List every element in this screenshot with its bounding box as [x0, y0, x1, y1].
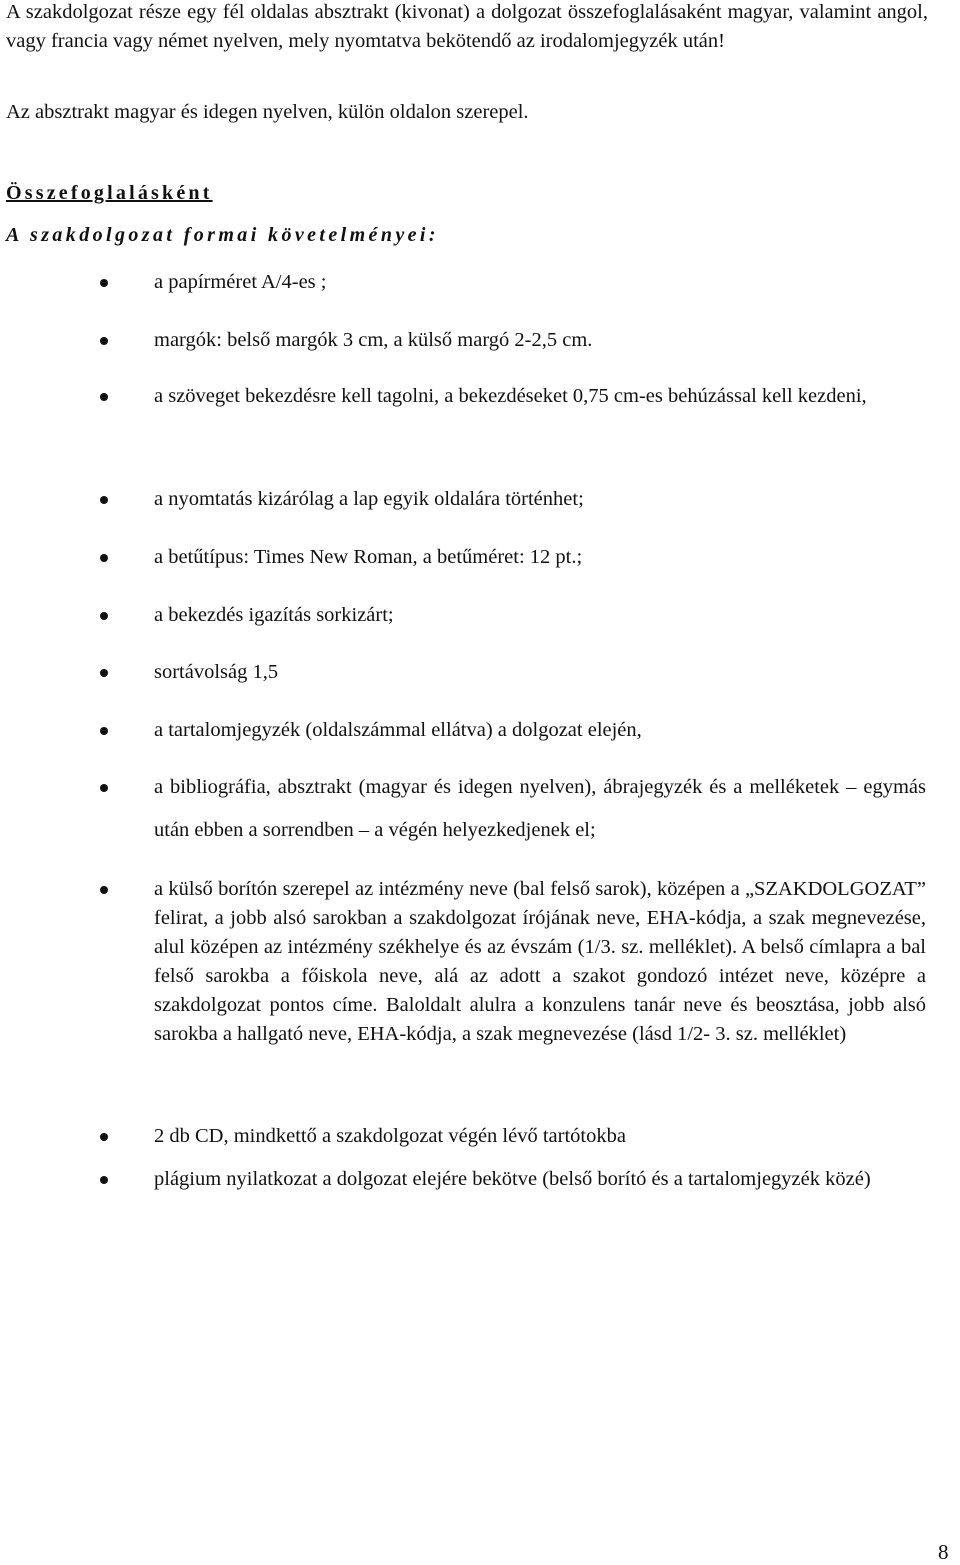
list-item-text: sortávolság 1,5 [154, 661, 279, 683]
bullet-icon [100, 784, 108, 792]
bullet-icon [100, 1133, 108, 1141]
list-item-text: a külső borítón szerepel az intézmény neve (bal felső sarok), középen a „SZAKDOLGOZAT” felirat, a jobb alsó sarokban a szakdolgozat írójának neve, EHA-kódja, a szak megnevezése, alul középen az intézmény székhelye és az évszám (1/3. sz. melléklet). A belső címlapra a bal felső sarokba a főiskola neve, alá az adott a szakot gondozó intézet neve, középre a szakdolgozat pontos címe. Baloldalt alulra a konzulens tanár neve és beosztása, jobb alsó sarokba a hallgató neve, EHA-kódja, a szak megnevezése (lásd 1/2- 3. sz. melléklet) [154, 878, 926, 1045]
page-number: 8 [938, 1540, 949, 1564]
list-item-text: a bekezdés igazítás sorkizárt; [154, 604, 394, 626]
bullet-icon [100, 886, 108, 894]
requirements-subheading: A szakdolgozat formai követelményei: [6, 224, 439, 246]
list-item-text: a bibliográfia, absztrakt (magyar és idegen nyelven), ábrajegyzék és a melléketek – egymás után ebben a sorrendben – a végén helyezkedjenek el; [154, 776, 926, 841]
bullet-icon [100, 393, 108, 401]
list-item-text: a nyomtatás kizárólag a lap egyik oldalára történhet; [154, 488, 584, 510]
intro-paragraph-2: Az absztrakt magyar és idegen nyelven, külön oldalon szerepel. [6, 101, 529, 123]
list-item-text: a papírméret A/4-es ; [154, 271, 327, 293]
list-item-text: a betűtípus: Times New Roman, a betűméret: 12 pt.; [154, 546, 583, 568]
bullet-icon [100, 612, 108, 620]
list-item-text: 2 db CD, mindkettő a szakdolgozat végén lévő tartótokba [154, 1125, 626, 1147]
bullet-icon [100, 727, 108, 735]
summary-heading: Összefoglalásként [6, 182, 213, 204]
bullet-icon [100, 669, 108, 677]
intro-paragraph: A szakdolgozat része egy fél oldalas absztrakt (kivonat) a dolgozat összefoglalásaként magyar, valamint angol, vagy francia vagy német nyelven, mely nyomtatva bekötendő az irodalomjegyzék után! [6, 1, 928, 52]
list-item-text: margók: belső margók 3 cm, a külső margó 2-2,5 cm. [154, 329, 593, 351]
list-item-text: a tartalomjegyzék (oldalszámmal ellátva) a dolgozat elején, [154, 719, 642, 741]
bullet-icon [100, 554, 108, 562]
bullet-icon [100, 337, 108, 345]
list-item-text: plágium nyilatkozat a dolgozat elejére bekötve (belső borító és a tartalomjegyzék közé) [154, 1168, 871, 1190]
list-item-text: a szöveget bekezdésre kell tagolni, a bekezdéseket 0,75 cm-es behúzással kell kezdeni, [154, 385, 867, 407]
bullet-icon [100, 1176, 108, 1184]
bullet-icon [100, 496, 108, 504]
bullet-icon [100, 279, 108, 287]
